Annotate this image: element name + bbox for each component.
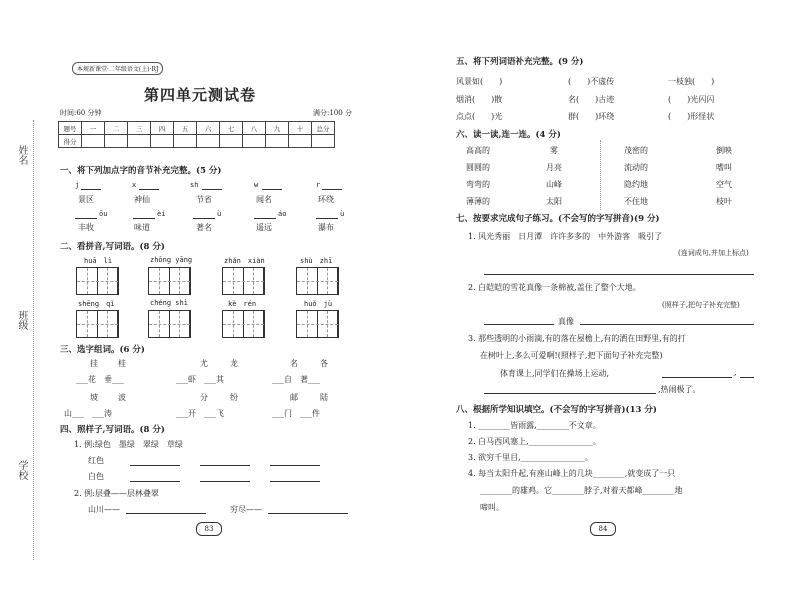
section-1-heading: 一、将下列加点字的音节补充完整。(5 分): [60, 166, 222, 176]
section-2-heading: 二、看拼音,写词语。(8 分): [60, 242, 165, 252]
char-box[interactable]: [76, 267, 119, 295]
section-8-heading: 八、根据所学知识填空。(不会写的字写拼音)(13 分): [456, 405, 657, 415]
section-6-heading: 六、读一读,连一连。(4 分): [456, 130, 561, 140]
char-box[interactable]: [222, 310, 265, 338]
char-box[interactable]: [76, 310, 119, 338]
page-number: 84: [590, 522, 616, 536]
score-row-values: 得分: [59, 135, 335, 148]
section-4-heading: 四、照样子,写词语。(8 分): [60, 425, 165, 435]
page-84: 五、将下列词语补充完整。(9 分) 风景如( ) ( )不虚传 一枝独( ) 烟消( )散 名( )古迹 ( )光闪闪 点点( )光 群( )环绕 ( )形怪状 六、读一读,连一连。(4 分) 高高的 圆圆的 弯弯的 薄薄的 雾 月亮 山峰 太阳 茂密的 流动的 隐约地 不住地 倒映 嗜叫 空气 枝叶 七、按要求完成句子练习。(不会写的字写拼音)(9 分) 1. 风光秀丽 日月潭 许许多多的 中外游客 吸引了 (连词成句,并加上标点) 2. 白皑皑的雪花真像一条棉被,盖住了整个大地。 (照样子,把句子补充完整) 真像 3. 那些透明的小雨滴,有的落在屋檐上,有的洒在田野里,有的打 在树叶上,多么可爱啊!(照样子,把下面句子补充完整) 体育课上,同学们在操场上运动, , ,热闹极了。 八、根据所学知识填空。(不会写的字写拼音)(13 分) 1. ________皆雨露,________不文章。 2. 白马西风塞上,________________。 3. 欲穷千里目,________________。 4. 每当太阳升起,有座山峰上的几块________,就变成了一只 ________的雄鸡。它________脖子,对着天都峰________地 啼叫。 84: [400, 0, 800, 589]
char-box[interactable]: [296, 267, 339, 295]
page-83: 本规新课堂·二年级语文(上)·RJ 第四单元测试卷 时间:60 分钟 满分:100 分 题号 一 二 三 四 五 六 七 八 九 十 总分 得分 一、将下列加点字的音节补充完整。(5 分) j x sh w r 景区 神仙 节省 闻名 环绕 ōu èi ù áo ù 丰收 味道 著名 遥远 瀑布 二、看拼音,写词语。(8 分) huā lì zhōng yāng zhǎn xiàn shù zhī shēng qǐ chéng shì kè rén huǒ jù 三、选字组词。(6 分) 挂 桂 尤 龙 名 各 ___花 垂___ ___虾 ___其 ___自 著___ 坡 波 分 纷 邮 陆 山___ ___涛 ___开 ___飞 ___门 ___件 四、照样子,写词语。(8 分) 1. 例:绿色 墨绿 翠绿 草绿 红色 白色 2. 例:层叠——层林叠翠 山川—— 穷尽—— 83: [0, 0, 400, 589]
full-score-label: 满分:100 分: [313, 109, 352, 117]
score-table: [58, 121, 335, 148]
char-box[interactable]: [148, 267, 191, 295]
section-3-heading: 三、选字组词。(6 分): [60, 345, 145, 355]
name-label: 姓名: [16, 145, 27, 165]
section-5-heading: 五、将下列词语补充完整。(9 分): [456, 57, 584, 67]
page-number: 83: [196, 522, 222, 536]
class-label: 班级: [16, 310, 27, 330]
score-row-header: 题号 一 二 三 四 五 六 七 八 九 十 总分: [59, 122, 335, 135]
char-box[interactable]: [148, 310, 191, 338]
s6-divider: [600, 140, 601, 210]
school-label: 学校: [16, 460, 27, 480]
time-label: 时间:60 分钟: [60, 109, 102, 117]
char-box[interactable]: [296, 310, 339, 338]
section-7-heading: 七、按要求完成句子练习。(不会写的字写拼音)(9 分): [456, 214, 660, 224]
char-box[interactable]: [222, 267, 265, 295]
page-title: 第四单元测试卷: [143, 86, 256, 104]
header-badge: 本规新课堂·二年级语文(上)·RJ: [72, 62, 163, 75]
